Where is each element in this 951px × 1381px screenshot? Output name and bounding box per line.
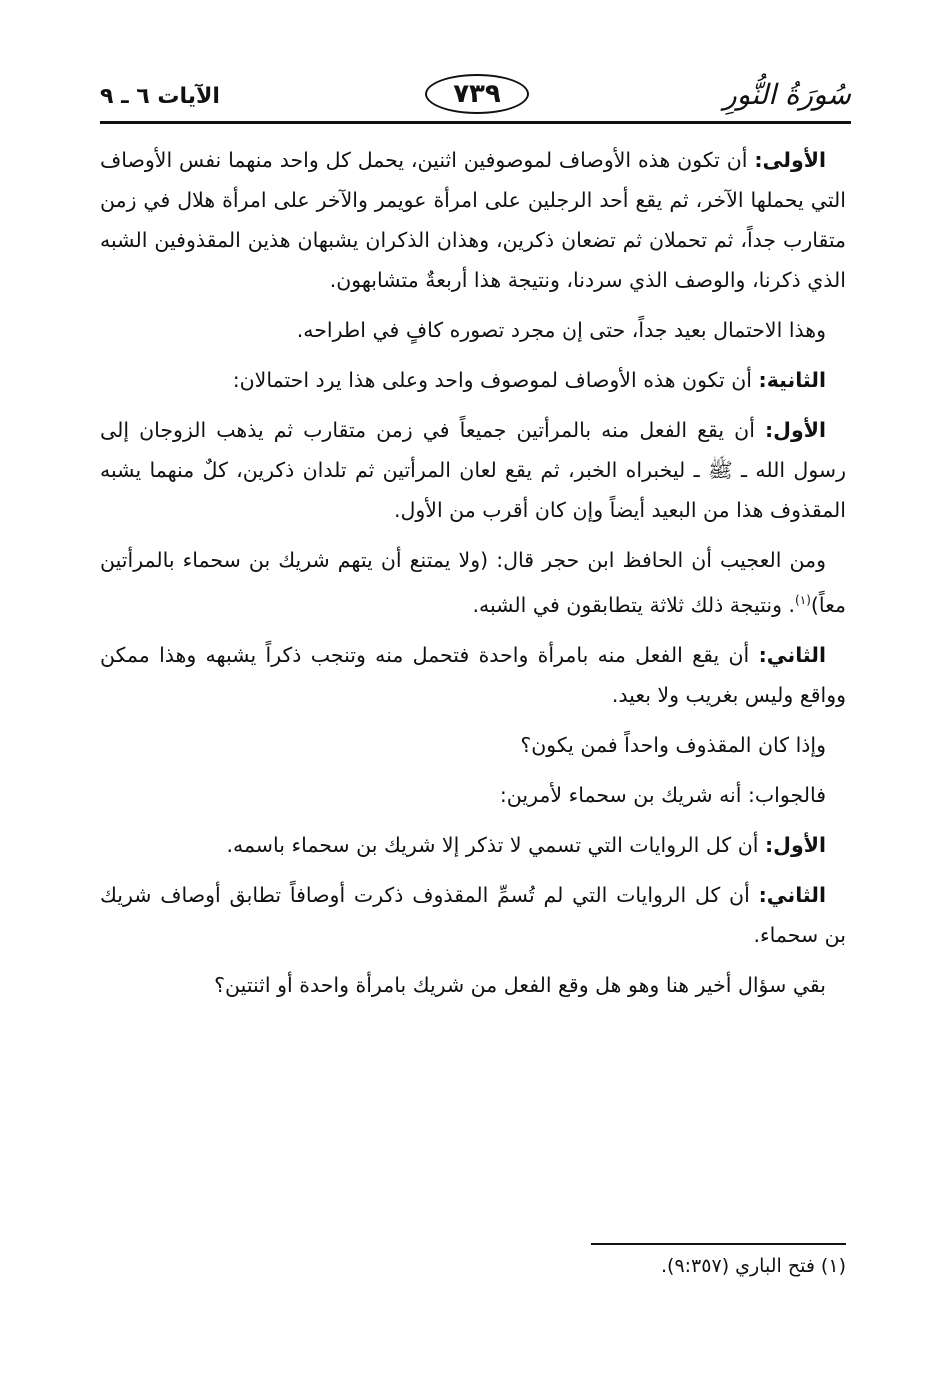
paragraph	[100, 965, 846, 1005]
body-text	[100, 140, 846, 1015]
paragraph-text: أن تكون هذه الأوصاف لموصوف واحد وعلى هذا يرد احتمالان:	[232, 368, 759, 392]
paragraph-text: . ونتيجة ذلك ثلاثة يتطابقون في الشبه.	[472, 592, 796, 617]
paragraph-text: بقي سؤال أخير هنا وهو هل وقع الفعل من شريك بامرأة واحدة أو اثنتين؟	[214, 972, 826, 997]
paragraph	[100, 360, 846, 400]
paragraph-heading: الثاني:	[758, 882, 826, 907]
footnote: (١) فتح الباري (٩:٣٥٧).	[661, 1255, 846, 1277]
paragraph-text: أن يقع الفعل منه بالمرأتين جميعاً في زمن متقارب ثم يذهب الزوجان إلى رسول الله ـ ﷺ ـ ليخبراه الخبر، ثم يقع لعان المرأتين ثم تلدان ذكرين، كلٌ منهما يشبه المقذوف هذا من البعيد أيضاً وإن كان أقرب من الأول.	[100, 418, 846, 522]
paragraph	[100, 775, 846, 815]
page-number: ٧٣٩	[425, 74, 529, 114]
paragraph	[100, 540, 846, 625]
paragraph-text: أن يقع الفعل منه بامرأة واحدة فتحمل منه وتنجب ذكراً يشبهه وهذا ممكن وواقع وليس بغريب ولا بعيد.	[100, 642, 846, 707]
paragraph-heading: الثاني:	[758, 642, 826, 667]
paragraph-text: أن تكون هذه الأوصاف لموصوفين اثنين، يحمل كل واحد منهما نفس الأوصاف التي يحملها الآخر، ثم يقع أحد الرجلين على امرأة عويمر والآخر على امرأة هلال في زمن متقارب جداً، ثم تحملان ثم تضعان ذكرين، وهذان الذكران يشبهان هذين المقذوفين الشبه الذي ذكرنا، والوصف الذي سردنا، ونتيجة هذا أربعةٌ متشابهون.	[100, 148, 846, 292]
paragraph-heading: الأول:	[764, 832, 826, 857]
footnote-reference[interactable]: (١)	[795, 593, 811, 607]
paragraph-heading: الثانية:	[758, 368, 826, 392]
paragraph-text: وإذا كان المقذوف واحداً فمن يكون؟	[520, 732, 826, 757]
paragraph-heading: الأولى:	[754, 148, 826, 172]
footnote-rule	[591, 1243, 846, 1245]
paragraph	[100, 410, 846, 530]
paragraph	[100, 140, 846, 300]
paragraph-text: فالجواب: أنه شريك بن سحماء لأمرين:	[499, 782, 826, 807]
paragraph-text: وهذا الاحتمال بعيد جداً، حتى إن مجرد تصوره كافٍ في اطراحه.	[296, 318, 826, 342]
page-header	[100, 70, 851, 118]
paragraph-text: أن كل الروايات التي تسمي لا تذكر إلا شريك بن سحماء باسمه.	[226, 832, 765, 857]
paragraph	[100, 825, 846, 865]
paragraph	[100, 725, 846, 765]
paragraph-heading: الأول:	[764, 418, 826, 442]
paragraph	[100, 635, 846, 715]
paragraph-text: أن كل الروايات التي لم تُسمِّ المقذوف ذكرت أوصافاً تطابق أوصاف شريك بن سحماء.	[100, 882, 846, 947]
surah-title: سُورَةُ النُّورِ	[723, 78, 851, 111]
paragraph	[100, 875, 846, 955]
paragraph	[100, 310, 846, 350]
header-rule	[100, 121, 851, 124]
verses-range: الآيات ٦ ـ ٩	[100, 84, 220, 109]
paragraph-text: ومن العجيب أن الحافظ ابن حجر قال: (ولا يمتنع أن يتهم شريك بن سحماء بالمرأتين معاً)	[100, 548, 846, 617]
